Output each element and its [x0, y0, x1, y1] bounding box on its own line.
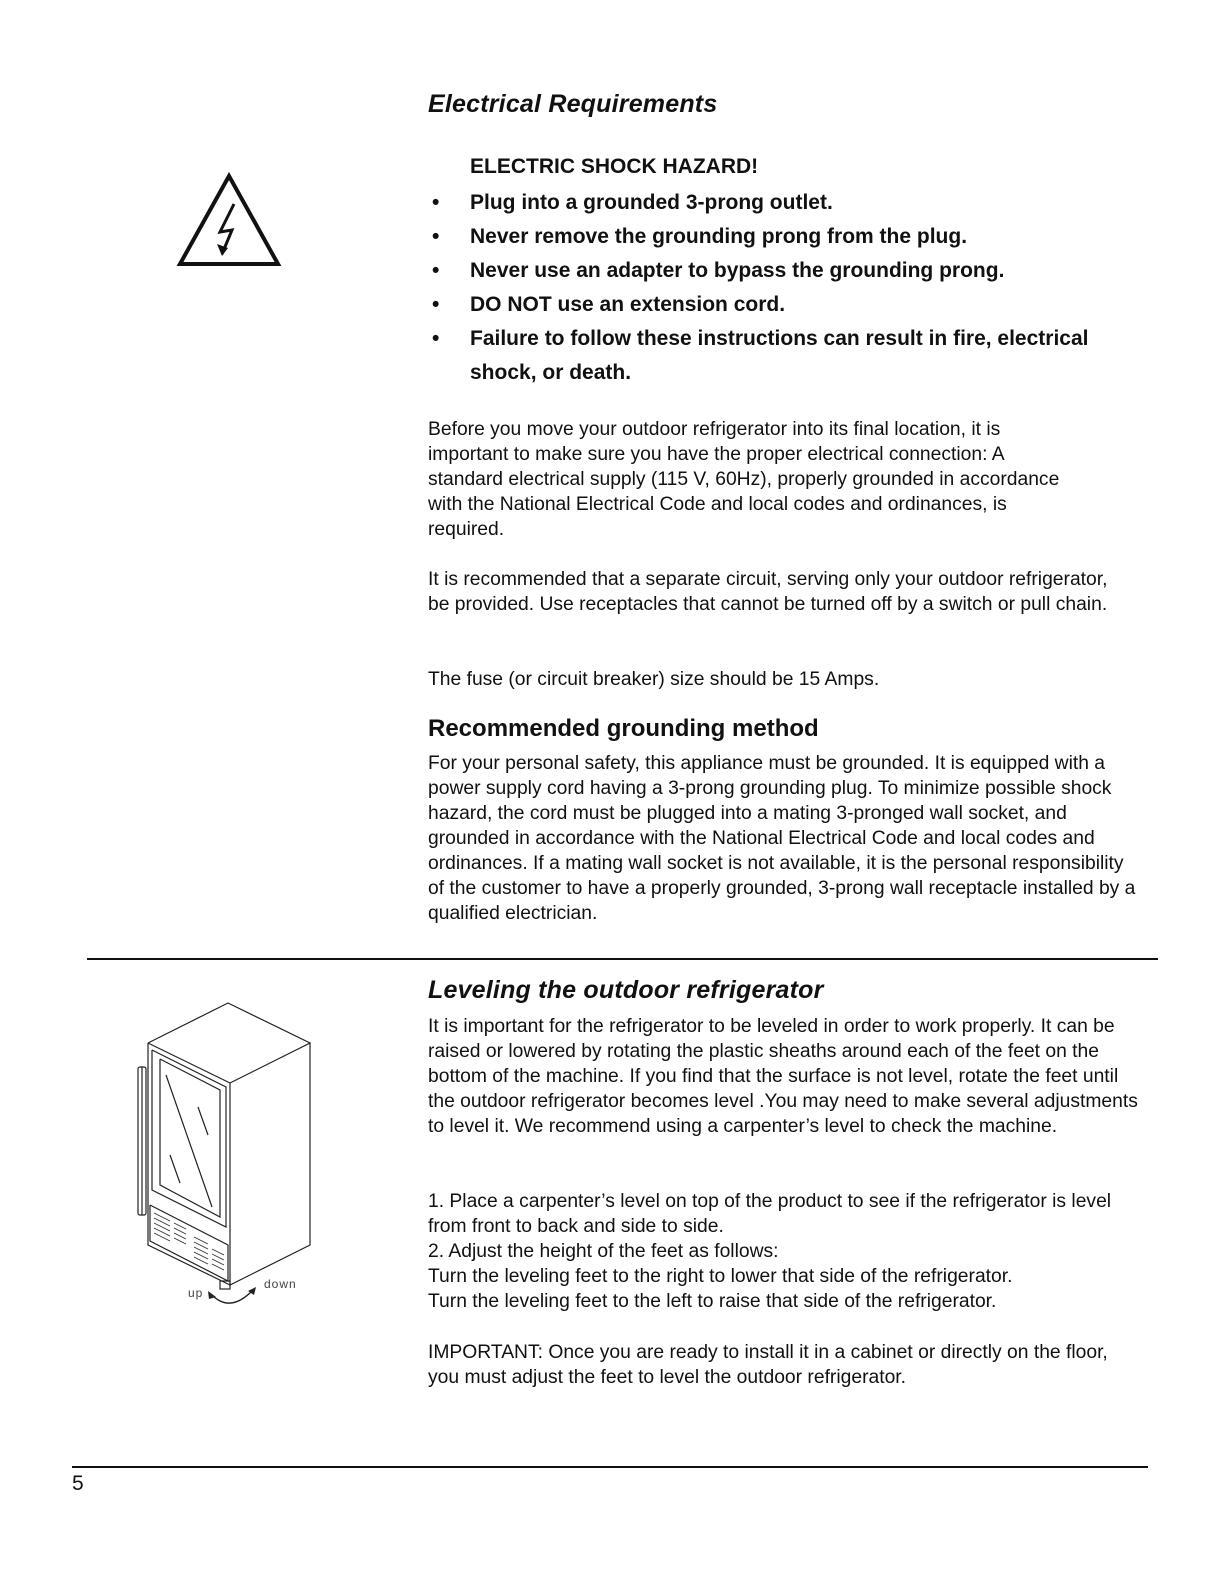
label-up: up — [188, 1286, 204, 1300]
step-turn-left: Turn the leveling feet to the left to raise that side of the refrigerator. — [428, 1291, 997, 1312]
section-divider — [87, 958, 1158, 960]
section-title-leveling: Leveling the outdoor refrigerator — [428, 976, 824, 1004]
warning-item: • Never remove the grounding prong from the plug. — [428, 220, 1128, 254]
page-number: 5 — [72, 1472, 84, 1495]
leveling-steps — [428, 1189, 1140, 1314]
warning-item: • Failure to follow these instructions can result in fire, electrical shock, or death. — [428, 322, 1110, 390]
bullet-icon: • — [432, 293, 440, 316]
warning-item: • Plug into a grounded 3-prong outlet. — [428, 186, 1128, 220]
warning-list — [428, 186, 1128, 390]
bullet-icon: • — [432, 327, 440, 350]
step-2: 2. Adjust the height of the feet as follows: — [428, 1241, 779, 1262]
bullet-icon: • — [432, 191, 440, 214]
paragraph-electrical-connection: Before you move your outdoor refrigerator into its final location, it is important to make sure you have the proper electrical connection: A standard electrical supply (115 V, 60Hz), properly grounded in accordance with the National Electrical Code and local codes and ordinances, is required. — [428, 419, 1060, 540]
warning-item: • DO NOT use an extension cord. — [428, 288, 1128, 322]
paragraph-leveling-intro: It is important for the refrigerator to be leveled in order to work properly. It can be raised or lowered by rotating the plastic sheaths around each of the feet on the bottom of the machine. If you find that the surface is not level, rotate the feet until the outdoor refrigerator becomes level .You may need to make several adjustments to level it. We recommend using a carpenter’s level to check the machine. — [428, 1016, 1138, 1137]
step-turn-right: Turn the leveling feet to the right to lower that side of the refrigerator. — [428, 1266, 1013, 1287]
paragraph-grounding: For your personal safety, this appliance must be grounded. It is equipped with a power supply cord having a 3-prong grounding plug. To minimize possible shock hazard, the cord must be plugged into a mating 3-pronged wall socket, and grounded in accordance with the National Electrical Code and local codes and ordinances. If a mating wall socket is not available, it is the personal responsibility of the customer to have a properly grounded, 3-prong wall receptacle installed by a qualified electrician. — [428, 753, 1136, 924]
paragraph-fuse-size: The fuse (or circuit breaker) size should be 15 Amps. — [428, 669, 880, 690]
section-title-grounding: Recommended grounding method — [428, 715, 819, 742]
paragraph-important: IMPORTANT: Once you are ready to install it in a cabinet or directly on the floor, you must adjust the feet to level the outdoor refrigerator. — [428, 1342, 1108, 1388]
warning-title: ELECTRIC SHOCK HAZARD! — [470, 155, 759, 178]
warning-item: • Never use an adapter to bypass the grounding prong. — [428, 254, 1128, 288]
footer-divider — [72, 1466, 1148, 1468]
electric-shock-warning-icon — [176, 172, 282, 268]
label-down: down — [264, 1277, 297, 1291]
paragraph-separate-circuit: It is recommended that a separate circuit, serving only your outdoor refrigerator, be provided. Use receptacles that cannot be turned off by a switch or pull chain. — [428, 569, 1108, 615]
section-title-electrical: Electrical Requirements — [428, 90, 718, 118]
refrigerator-illustration — [120, 995, 330, 1325]
bullet-icon: • — [432, 225, 440, 248]
step-1: 1. Place a carpenter’s level on top of the product to see if the refrigerator is level from front to back and side to side. — [428, 1191, 1112, 1237]
bullet-icon: • — [432, 259, 440, 282]
